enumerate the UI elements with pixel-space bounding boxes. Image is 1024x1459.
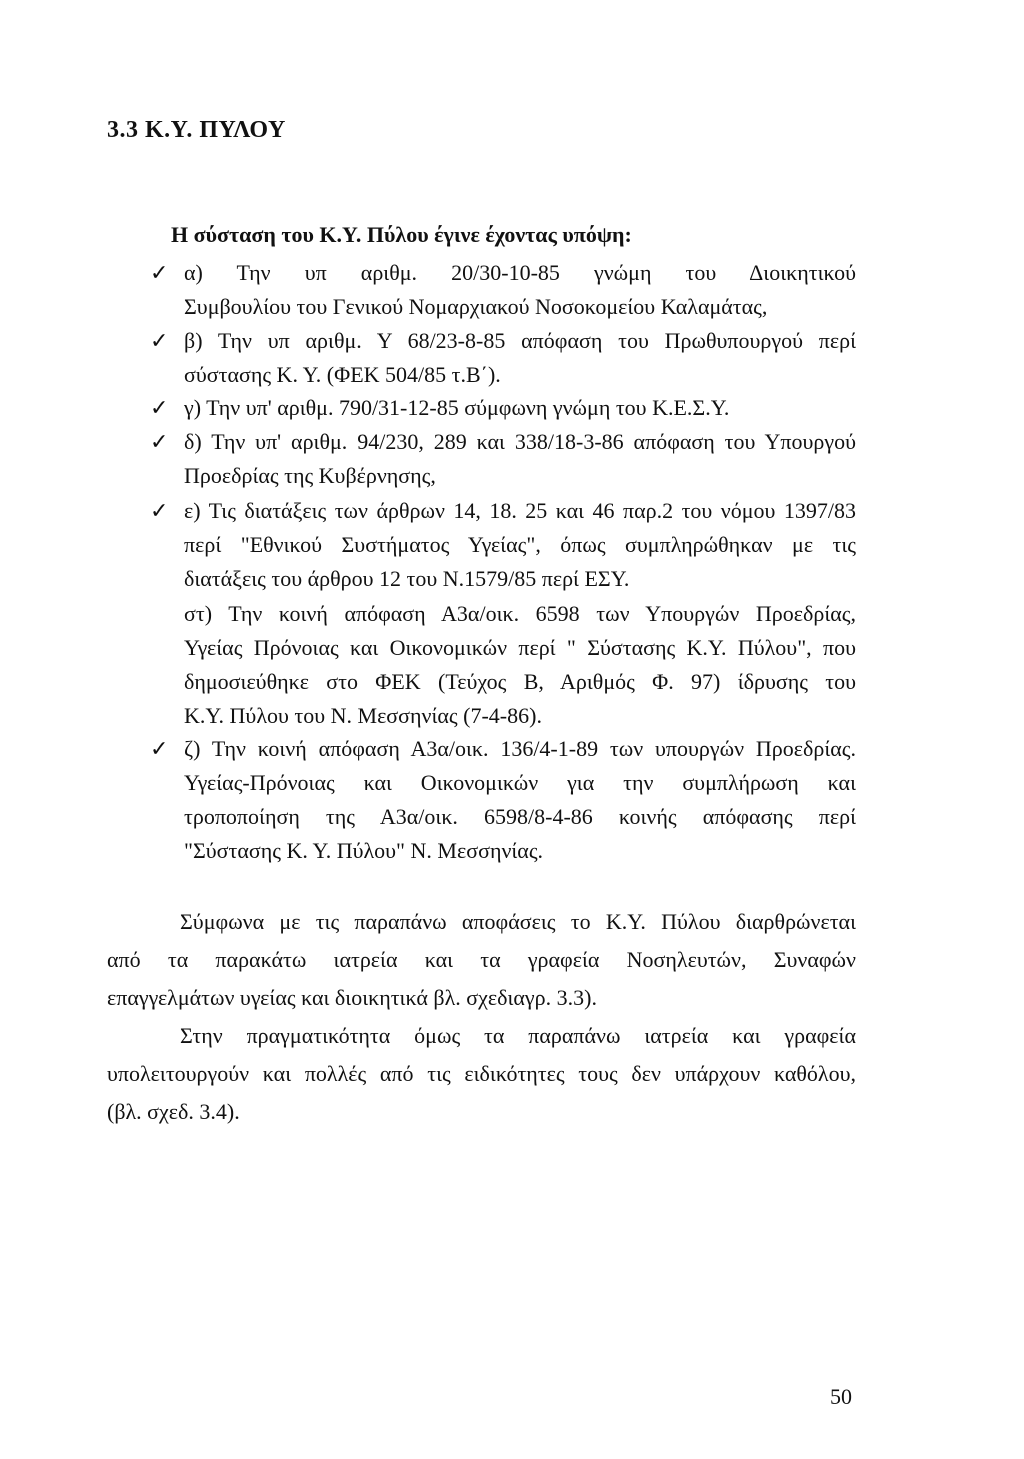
checkmark-icon: ✓	[150, 260, 169, 285]
checkmark-icon: ✓	[150, 429, 169, 454]
list-item-line: "Σύστασης Κ. Υ. Πύλου" Ν. Μεσσηνίας.	[184, 838, 544, 863]
list-item-line: σύστασης Κ. Υ. (ΦΕΚ 504/85 τ.Β΄).	[184, 362, 501, 387]
paragraph-line: υπολειτουργούν και πολλές από τις ειδικότητες τους δεν υπάρχουν καθόλου,	[107, 1061, 856, 1086]
checkmark-icon: ✓	[150, 395, 169, 420]
list-item-line: περί "Εθνικού Συστήματος Υγείας", όπως συμπληρώθηκαν με τις	[184, 532, 856, 557]
paragraph-line: Σύμφωνα με τις παραπάνω αποφάσεις το Κ.Υ. Πύλου διαρθρώνεται	[180, 909, 856, 934]
paragraph-structure	[107, 903, 856, 1017]
list-item-f	[184, 597, 856, 733]
intro-statement: Η σύσταση του Κ.Υ. Πύλου έγινε έχοντας υπόψη:	[171, 222, 632, 247]
section-heading: 3.3 Κ.Υ. ΠΥΛΟΥ	[107, 117, 286, 143]
list-item-line: τροποποίηση της Α3α/οικ. 6598/8-4-86 κοινής απόφασης περί	[184, 804, 856, 829]
list-item-line: γ) Την υπ' αριθμ. 790/31-12-85 σύμφωνη γνώμη του Κ.Ε.Σ.Υ.	[184, 395, 730, 420]
list-item-line: ε) Τις διατάξεις των άρθρων 14, 18. 25 και 46 παρ.2 του νόμου 1397/83	[184, 498, 856, 523]
list-item-line: Κ.Υ. Πύλου του Ν. Μεσσηνίας (7-4-86).	[184, 703, 542, 728]
list-item-b	[184, 324, 856, 392]
paragraph-line: Στην πραγματικότητα όμως τα παραπάνω ιατρεία και γραφεία	[180, 1023, 856, 1048]
list-item-line: Υγείας Πρόνοιας και Οικονομικών περί " Σύστασης Κ.Υ. Πύλου", που	[184, 635, 856, 660]
list-item-g	[184, 732, 856, 868]
list-item-line: Προεδρίας της Κυβέρνησης,	[184, 463, 436, 488]
list-item-line: διατάξεις του άρθρου 12 του Ν.1579/85 περί ΕΣΥ.	[184, 566, 630, 591]
list-item-line: Υγείας-Πρόνοιας και Οικονομικών για την συμπλήρωση και	[184, 770, 856, 795]
list-item-line: ζ) Την κοινή απόφαση Α3α/οικ. 136/4-1-89 των υπουργών Προεδρίας.	[184, 736, 856, 761]
list-item-e	[184, 494, 856, 596]
list-item-line: Συμβουλίου του Γενικού Νομαρχιακού Νοσοκομείου Καλαμάτας,	[184, 294, 768, 319]
checkmark-icon: ✓	[150, 328, 169, 353]
paragraph-line: από τα παρακάτω ιατρεία και τα γραφεία Νοσηλευτών, Συναφών	[107, 947, 856, 972]
list-item-a	[184, 256, 856, 324]
paragraph-line: (βλ. σχεδ. 3.4).	[107, 1099, 240, 1124]
list-item-line: στ) Την κοινή απόφαση Α3α/οικ. 6598 των Υπουργών Προεδρίας,	[184, 601, 856, 626]
checkmark-icon: ✓	[150, 498, 169, 523]
checkmark-icon: ✓	[150, 736, 169, 761]
list-item-line: α) Την υπ αριθμ. 20/30-10-85 γνώμη του Διοικητικού	[184, 260, 856, 285]
paragraph-line: επαγγελμάτων υγείας και διοικητικά βλ. σχεδιαγρ. 3.3).	[107, 985, 597, 1010]
list-item-line: β) Την υπ αριθμ. Υ 68/23-8-85 απόφαση του Πρωθυπουργού περί	[184, 328, 856, 353]
list-item-c	[184, 391, 856, 425]
page-number: 50	[830, 1384, 852, 1409]
list-item-line: δημοσιεύθηκε στο ΦΕΚ (Τεύχος Β, Αριθμός Φ. 97) ίδρυσης του	[184, 669, 856, 694]
list-item-line: δ) Την υπ' αριθμ. 94/230, 289 και 338/18-3-86 απόφαση του Υπουργού	[184, 429, 856, 454]
list-item-d	[184, 425, 856, 493]
paragraph-reality	[107, 1017, 856, 1131]
